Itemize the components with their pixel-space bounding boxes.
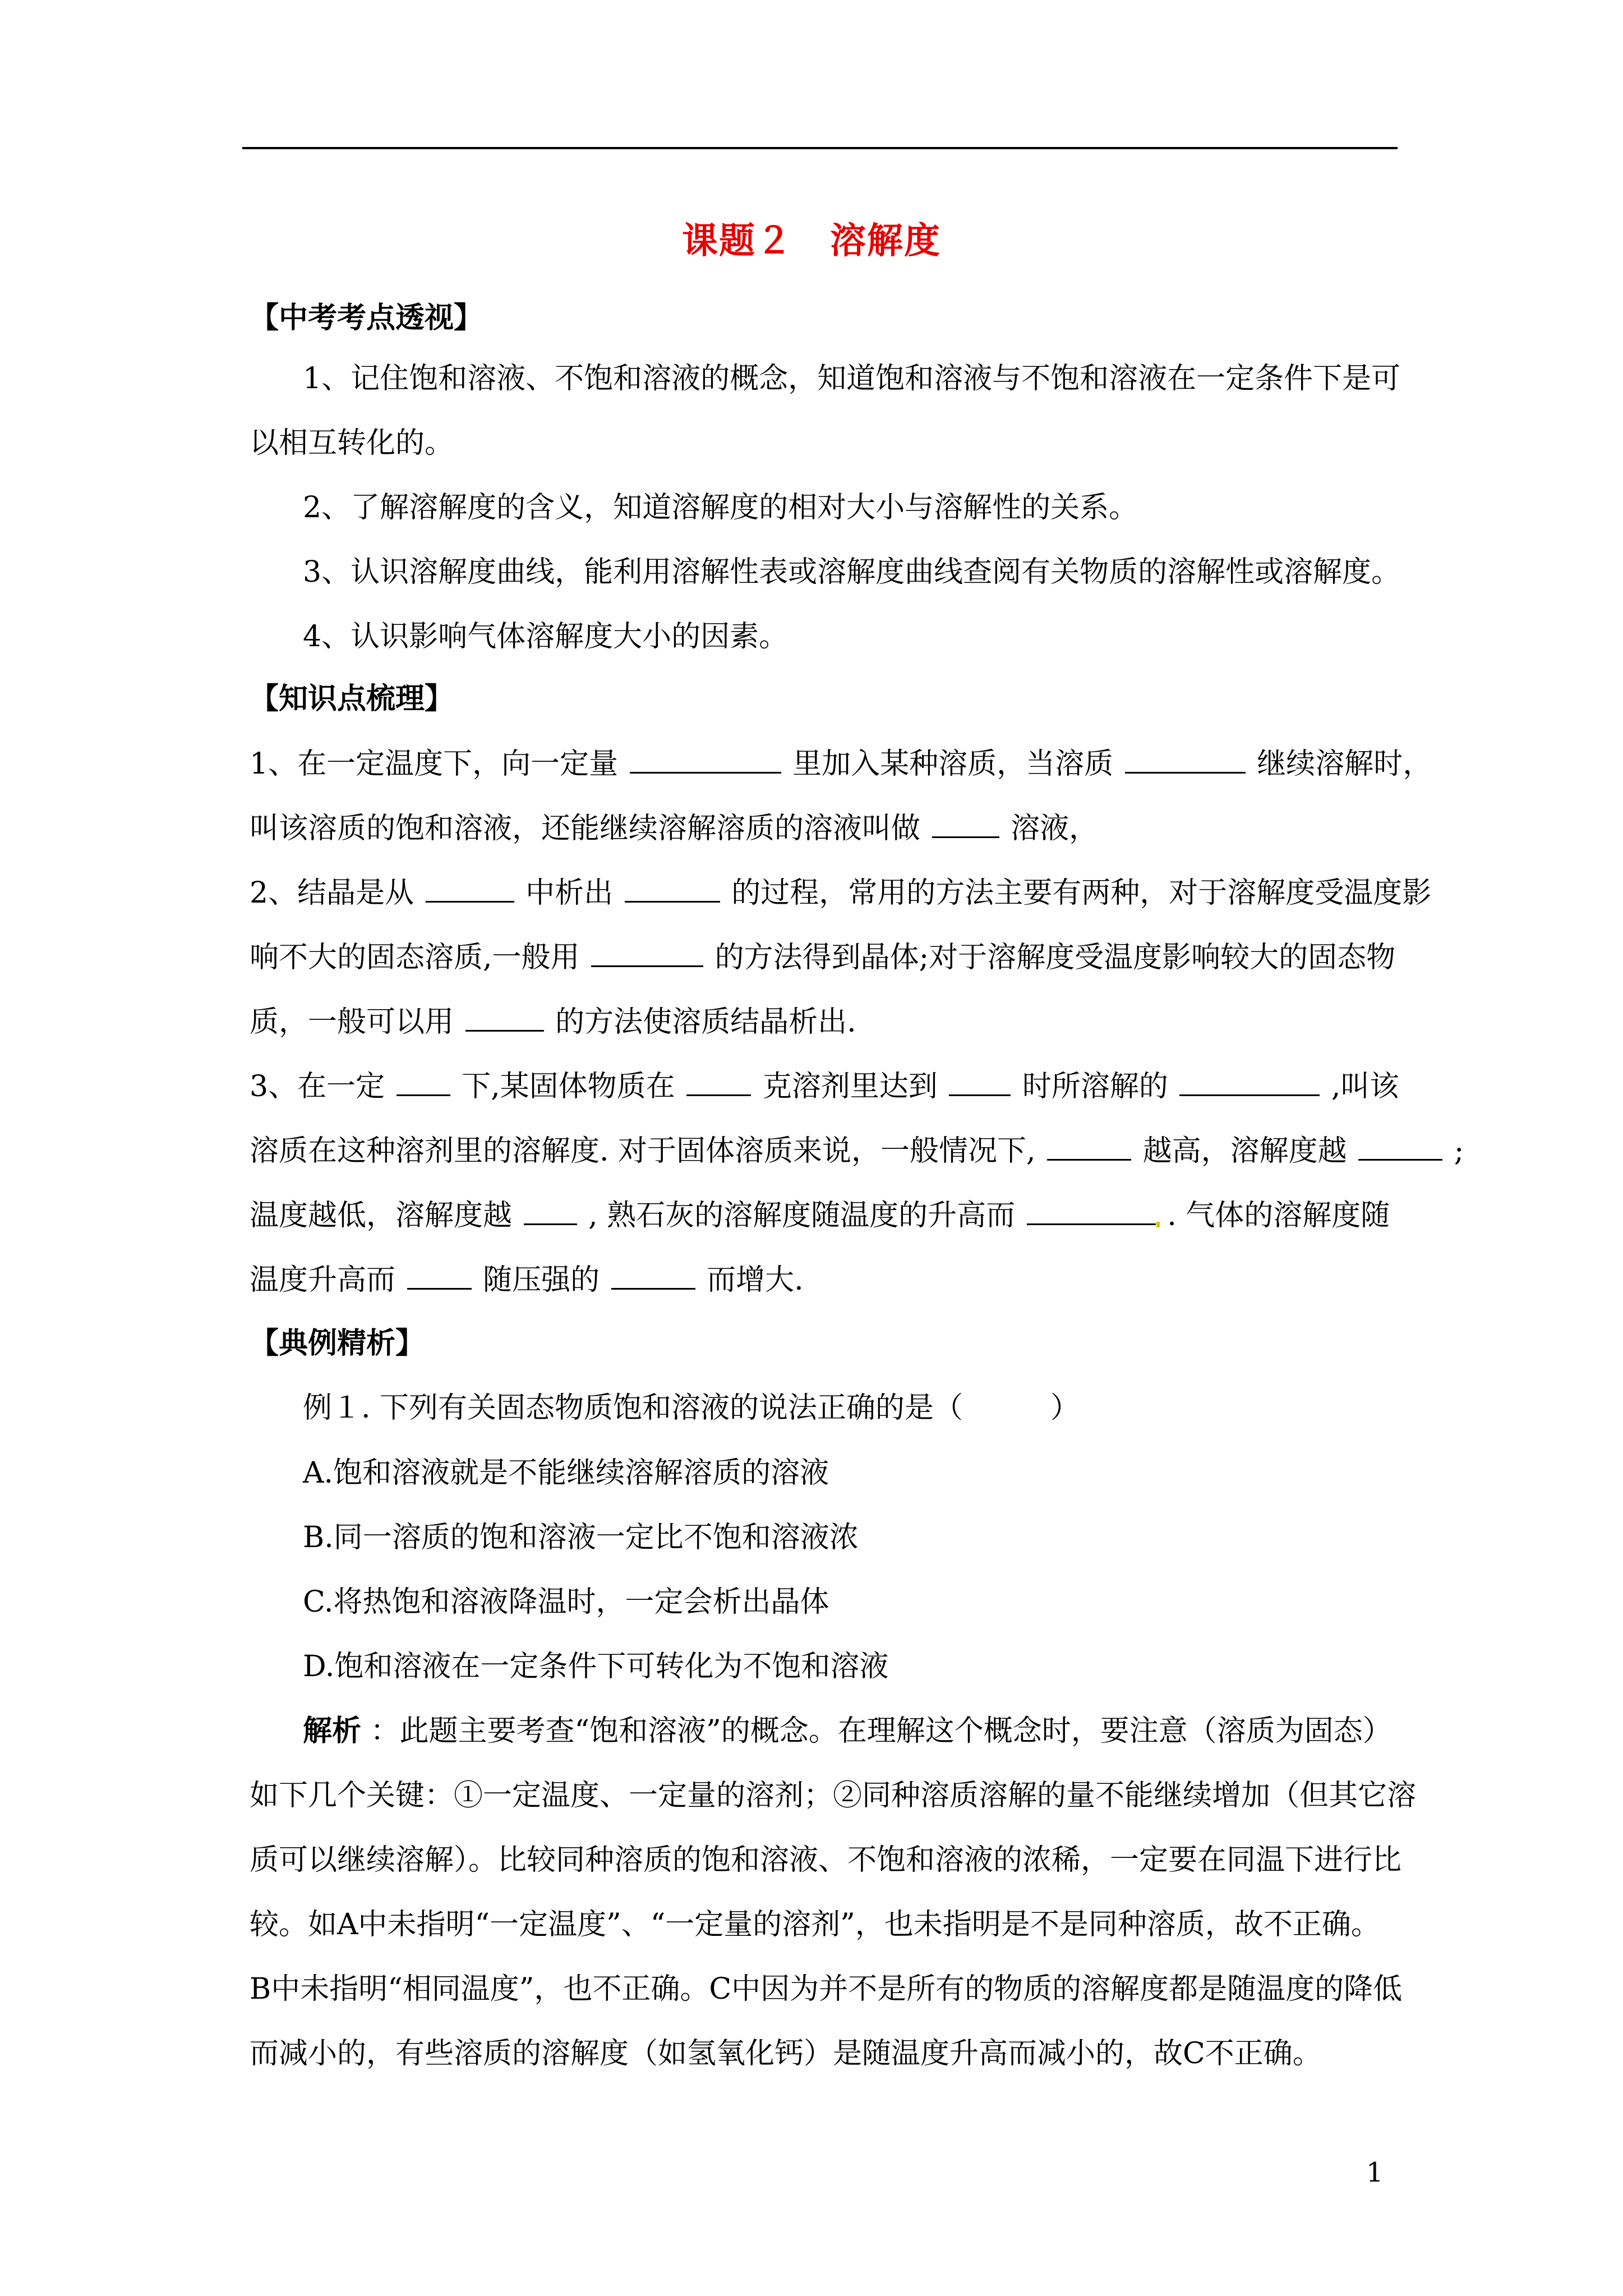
text-segment: 响不大的固态溶质,一般用 bbox=[250, 941, 580, 974]
fill-in-blank bbox=[1358, 1134, 1442, 1161]
analysis-line bbox=[303, 1714, 1392, 1748]
fill-in-line bbox=[250, 1199, 1390, 1232]
option-b: B.同一溶质的饱和溶液一定比不饱和溶液浓 bbox=[303, 1521, 859, 1554]
fill-in-line bbox=[250, 1070, 1399, 1103]
page-title: 课题２ 溶解度 bbox=[682, 220, 941, 262]
fill-in-blank bbox=[949, 1070, 1011, 1096]
text-segment: 2、结晶是从 bbox=[250, 876, 414, 910]
section-heading-dianli: 【典例精析】 bbox=[250, 1326, 425, 1360]
analysis-text: ：此题主要考查“饱和溶液”的概念。在理解这个概念时，要注意（溶质为固态） bbox=[361, 1714, 1392, 1748]
fill-in-line bbox=[250, 941, 1395, 974]
text-segment: 3、在一定 bbox=[250, 1070, 385, 1103]
highlight-mark bbox=[1156, 1222, 1160, 1227]
fill-in-line bbox=[250, 747, 1432, 781]
kaodian-item: 以相互转化的。 bbox=[250, 426, 454, 460]
text-segment: ,叫该 bbox=[1331, 1070, 1399, 1103]
example-question: 例１. 下列有关固态物质饱和溶液的说法正确的是（ ） bbox=[303, 1391, 1080, 1425]
kaodian-item: 1、记住饱和溶液、不饱和溶液的概念，知道饱和溶液与不饱和溶液在一定条件下是可 bbox=[303, 362, 1401, 395]
fill-in-blank bbox=[426, 876, 514, 903]
page-number: 1 bbox=[1366, 2157, 1384, 2188]
fill-in-blank bbox=[686, 1070, 751, 1096]
text-segment: 的方法得到晶体;对于溶解度受温度影响较大的固态物 bbox=[714, 941, 1396, 974]
section-heading-zhishi: 【知识点梳理】 bbox=[250, 682, 454, 716]
analysis-line: 质可以继续溶解）。比较同种溶质的饱和溶液、不饱和溶液的浓稀，一定要在同温下进行比 bbox=[250, 1843, 1402, 1877]
fill-in-line bbox=[250, 1263, 804, 1297]
text-segment: 而增大. bbox=[707, 1263, 804, 1297]
text-segment: 中析出 bbox=[525, 876, 614, 910]
text-segment: . 气体的溶解度随 bbox=[1167, 1199, 1390, 1232]
fill-in-blank bbox=[524, 1199, 577, 1225]
fill-in-blank bbox=[1047, 1134, 1131, 1161]
analysis-line: B中未指明“相同温度”，也不正确。C中因为并不是所有的物质的溶解度都是随温度的降低 bbox=[250, 1972, 1403, 2006]
fill-in-blank bbox=[1027, 1199, 1156, 1225]
text-segment: 的方法使溶质结晶析出. bbox=[555, 1005, 856, 1039]
fill-in-line bbox=[250, 812, 1098, 845]
section-heading-kaodian: 【中考考点透视】 bbox=[250, 301, 483, 335]
text-segment: 溶液， bbox=[1011, 812, 1099, 845]
analysis-line: 较。如A中未指明“一定温度”、“一定量的溶剂”，也未指明是不是同种溶质，故不正确。 bbox=[250, 1908, 1380, 1941]
text-segment: 1、在一定温度下，向一定量 bbox=[250, 747, 619, 781]
fill-in-blank bbox=[625, 876, 720, 903]
kaodian-item: 4、认识影响气体溶解度大小的因素。 bbox=[303, 620, 789, 654]
fill-in-blank bbox=[396, 1070, 450, 1096]
fill-in-blank bbox=[611, 1263, 695, 1290]
fill-in-blank bbox=[1179, 1070, 1320, 1096]
fill-in-blank bbox=[465, 1005, 544, 1032]
text-segment: 温度越低，溶解度越 bbox=[250, 1199, 513, 1232]
text-segment: 下,某固体物质在 bbox=[462, 1070, 675, 1103]
fill-in-line bbox=[250, 1005, 856, 1039]
fill-in-blank bbox=[1125, 747, 1246, 774]
fill-in-blank bbox=[591, 941, 703, 967]
option-d: D.饱和溶液在一定条件下可转化为不饱和溶液 bbox=[303, 1650, 889, 1683]
kaodian-item: 3、认识溶解度曲线，能利用溶解性表或溶解度曲线查阅有关物质的溶解性或溶解度。 bbox=[303, 555, 1401, 589]
text-segment: 越高，溶解度越 bbox=[1142, 1134, 1347, 1168]
text-segment: ; bbox=[1454, 1134, 1464, 1168]
text-segment: 溶质在这种溶剂里的溶解度. 对于固体溶质来说，一般情况下, bbox=[250, 1134, 1036, 1168]
text-segment: 里加入某种溶质，当溶质 bbox=[792, 747, 1114, 781]
fill-in-blank bbox=[407, 1263, 472, 1290]
analysis-label: 解析 bbox=[303, 1714, 362, 1748]
kaodian-item: 2、了解溶解度的含义，知道溶解度的相对大小与溶解性的关系。 bbox=[303, 491, 1138, 524]
analysis-line: 如下几个关键：①一定温度、一定量的溶剂；②同种溶质溶解的量不能继续增加（但其它溶 bbox=[250, 1779, 1417, 1812]
text-segment: 随压强的 bbox=[483, 1263, 600, 1297]
option-c: C.将热饱和溶液降温时，一定会析出晶体 bbox=[303, 1585, 829, 1619]
fill-in-blank bbox=[630, 747, 781, 774]
text-segment: 克溶剂里达到 bbox=[762, 1070, 938, 1103]
analysis-line: 而减小的，有些溶质的溶解度（如氢氧化钙）是随温度升高而减小的，故C不正确。 bbox=[250, 2037, 1322, 2070]
text-segment: 叫该溶质的饱和溶液，还能继续溶解溶质的溶液叫做 bbox=[250, 812, 921, 845]
text-segment: 的过程，常用的方法主要有两种，对于溶解度受温度影 bbox=[731, 876, 1432, 910]
fill-in-blank bbox=[932, 812, 999, 838]
header-rule bbox=[242, 147, 1398, 149]
text-segment: 时所溶解的 bbox=[1022, 1070, 1168, 1103]
option-a: A.饱和溶液就是不能继续溶解溶质的溶液 bbox=[303, 1456, 829, 1490]
text-segment: 温度升高而 bbox=[250, 1263, 396, 1297]
text-segment: 继续溶解时， bbox=[1257, 747, 1432, 781]
fill-in-line bbox=[250, 876, 1431, 910]
text-segment: , 熟石灰的溶解度随温度的升高而 bbox=[588, 1199, 1016, 1232]
fill-in-line bbox=[250, 1134, 1464, 1168]
text-segment: 质，一般可以用 bbox=[250, 1005, 454, 1039]
